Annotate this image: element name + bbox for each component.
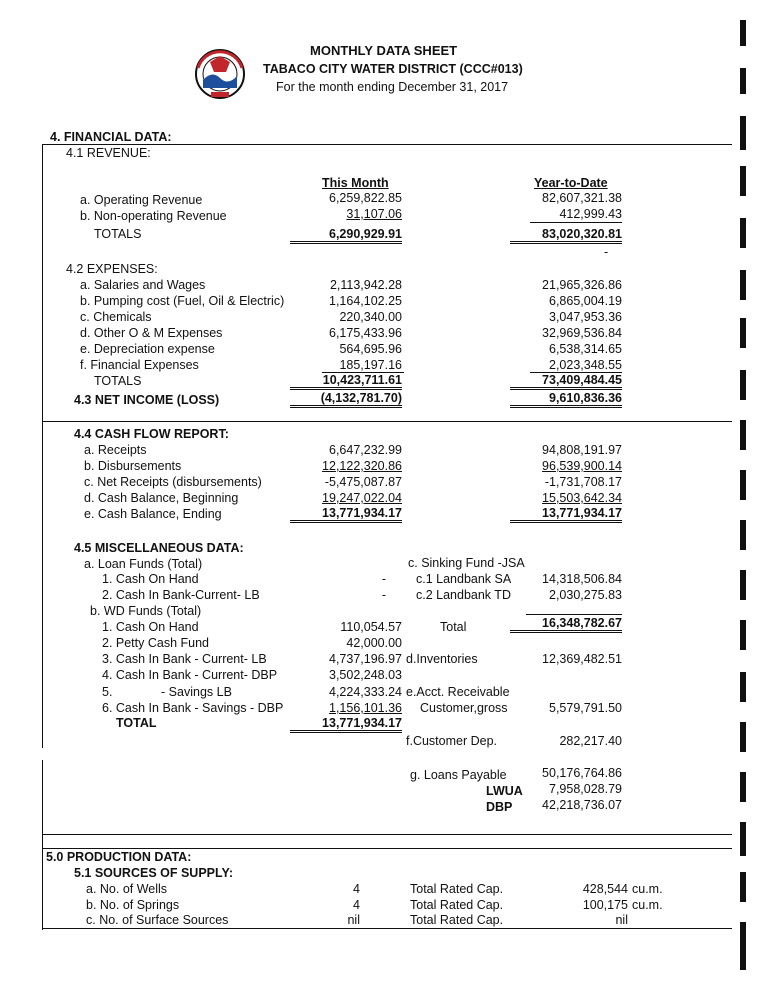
cashflow-title: 4.4 CASH FLOW REPORT: — [74, 427, 229, 441]
binder-tick — [740, 318, 746, 348]
binder-tick — [740, 672, 746, 702]
loans-payable-value: 50,176,764.86 — [542, 766, 622, 780]
misc-total-value: 13,771,934.17 — [290, 716, 402, 733]
revenue-row-label: b. Non-operating Revenue — [80, 209, 227, 223]
expense-ytd-value: 6,865,004.19 — [549, 294, 622, 308]
sinking-total-label: Total — [440, 620, 467, 634]
sinking-c2-value: 2,030,275.83 — [549, 588, 622, 602]
misc-row-label: a. Loan Funds (Total) — [84, 557, 203, 571]
binder-tick — [740, 370, 746, 400]
expense-row-label: f. Financial Expenses — [80, 358, 199, 372]
expense-row-label: a. Salaries and Wages — [80, 278, 206, 292]
misc-row-label: 5. - Savings LB — [102, 685, 232, 699]
cashflow-month-total: 13,771,934.17 — [290, 506, 402, 523]
col-this-month: This Month — [322, 176, 389, 190]
misc-row-label: 3. Cash In Bank - Current- LB — [102, 652, 267, 666]
net-income-ytd: 9,610,836.36 — [510, 391, 622, 408]
district-seal-logo — [184, 48, 256, 100]
supply-row-count: 4 — [353, 898, 360, 912]
cashflow-row-label: d. Cash Balance, Beginning — [84, 491, 239, 505]
section-rule — [42, 144, 732, 145]
financial-section-title: 4. FINANCIAL DATA: — [50, 130, 172, 144]
binder-tick — [740, 872, 746, 902]
section-border — [42, 760, 43, 930]
revenue-ytd-value: 82,607,321.38 — [542, 191, 622, 205]
dbp-value: 42,218,736.07 — [542, 798, 622, 812]
dash-mark: - — [604, 245, 609, 259]
subtotal-rule — [530, 222, 622, 223]
misc-row-value: 4,737,196.97 — [329, 652, 402, 666]
misc-row-label: b. WD Funds (Total) — [90, 604, 202, 618]
expense-ytd-value: 21,965,326.86 — [542, 278, 622, 292]
section-border — [42, 144, 43, 748]
misc-row-value: - — [381, 572, 386, 586]
misc-row-value: 3,502,248.03 — [329, 668, 402, 682]
revenue-title: 4.1 REVENUE: — [66, 146, 151, 160]
misc-row-label: 1. Cash On Hand — [102, 620, 199, 634]
supply-row-label: a. No. of Wells — [86, 882, 168, 896]
expense-ytd-value: 3,047,953.36 — [549, 310, 622, 324]
cashflow-month-value: -5,475,087.87 — [324, 475, 402, 489]
supply-row-count: nil — [347, 913, 360, 927]
misc-row-value: 42,000.00 — [346, 636, 402, 650]
sinking-c2-label: c.2 Landbank TD — [416, 588, 511, 602]
binder-tick — [740, 166, 746, 196]
receivable-value: 5,579,791.50 — [549, 701, 622, 715]
receivable-label: e.Acct. Receivable — [406, 685, 510, 699]
misc-total-label: TOTAL — [116, 716, 157, 730]
expense-month-value: 1,164,102.25 — [329, 294, 402, 308]
supply-row-unit: cu.m. — [632, 882, 663, 896]
expenses-title: 4.2 EXPENSES: — [66, 262, 158, 276]
net-income-month: (4,132,781.70) — [290, 391, 402, 408]
sheet-title: MONTHLY DATA SHEET — [310, 43, 458, 58]
supply-title: 5.1 SOURCES OF SUPPLY: — [74, 866, 234, 880]
district-name: TABACO CITY WATER DISTRICT (CCC#013) — [263, 62, 523, 76]
cashflow-month-value: 6,647,232.99 — [329, 443, 402, 457]
supply-row-count: 4 — [353, 882, 360, 896]
sinking-total-value: 16,348,782.67 — [510, 616, 622, 633]
misc-row-label: 6. Cash In Bank - Savings - DBP — [102, 701, 284, 715]
expense-month-value: 185,197.16 — [339, 358, 402, 372]
binder-tick — [740, 570, 746, 600]
sinking-fund-title: c. Sinking Fund -JSA — [408, 556, 525, 570]
binder-tick — [740, 922, 746, 970]
cashflow-row-label: e. Cash Balance, Ending — [84, 507, 222, 521]
inventories-label: d.Inventories — [406, 652, 478, 666]
lwua-label: LWUA — [486, 784, 523, 798]
expense-row-label: b. Pumping cost (Fuel, Oil & Electric) — [80, 294, 285, 308]
cashflow-row-label: a. Receipts — [84, 443, 147, 457]
customer-deposit-label: f.Customer Dep. — [406, 734, 498, 748]
revenue-ytd-total: 83,020,320.81 — [510, 227, 622, 244]
supply-row-label: c. No. of Surface Sources — [86, 913, 229, 927]
supply-row-cap: 100,175 — [582, 898, 628, 912]
binder-tick — [740, 520, 746, 550]
supply-row-label: b. No. of Springs — [86, 898, 180, 912]
revenue-totals-label: TOTALS — [94, 227, 142, 241]
receivable-sub-label: Customer,gross — [420, 701, 508, 715]
binder-tick — [740, 772, 746, 802]
binder-tick — [740, 620, 746, 650]
cashflow-ytd-total: 13,771,934.17 — [510, 506, 622, 523]
net-income-label: 4.3 NET INCOME (LOSS) — [74, 393, 220, 407]
report-period: For the month ending December 31, 2017 — [276, 80, 509, 94]
cashflow-ytd-value: -1,731,708.17 — [544, 475, 622, 489]
misc-row-value: 110,054.57 — [340, 620, 402, 634]
misc-row-value: 4,224,333.24 — [329, 685, 402, 699]
expense-month-value: 2,113,942.28 — [329, 278, 402, 292]
expense-row-label: d. Other O & M Expenses — [80, 326, 223, 340]
production-section-title: 5.0 PRODUCTION DATA: — [46, 850, 192, 864]
section-rule — [42, 834, 732, 835]
binder-tick — [740, 822, 746, 856]
misc-row-label: 4. Cash In Bank - Current- DBP — [102, 668, 278, 682]
subtotal-rule — [526, 614, 622, 615]
supply-row-cap-label: Total Rated Cap. — [410, 913, 504, 927]
cashflow-month-value: 12,122,320.86 — [322, 459, 402, 473]
section-rule — [42, 848, 732, 849]
binder-tick — [740, 20, 746, 46]
expense-ytd-value: 6,538,314.65 — [549, 342, 622, 356]
expense-row-label: c. Chemicals — [80, 310, 152, 324]
sinking-c1-label: c.1 Landbank SA — [416, 572, 512, 586]
cashflow-row-label: b. Disbursements — [84, 459, 182, 473]
binder-tick — [740, 470, 746, 500]
binder-tick — [740, 722, 746, 752]
supply-row-cap: 428,544 — [582, 882, 628, 896]
supply-row-unit: cu.m. — [632, 898, 663, 912]
expense-month-total: 10,423,711.61 — [290, 373, 402, 390]
misc-row-value: - — [381, 588, 386, 602]
revenue-month-value: 6,259,822.85 — [329, 191, 402, 205]
revenue-ytd-value: 412,999.43 — [559, 207, 622, 221]
lwua-value: 7,958,028.79 — [549, 782, 622, 796]
cashflow-ytd-value: 94,808,191.97 — [542, 443, 622, 457]
binder-tick — [740, 270, 746, 300]
revenue-month-total: 6,290,929.91 — [290, 227, 402, 244]
supply-row-cap-label: Total Rated Cap. — [410, 882, 504, 896]
misc-row-label: 2. Cash In Bank-Current- LB — [102, 588, 260, 602]
col-year-to-date: Year-to-Date — [534, 176, 608, 190]
expense-totals-label: TOTALS — [94, 374, 142, 388]
expense-row-label: e. Depreciation expense — [80, 342, 215, 356]
cashflow-month-value: 19,247,022.04 — [322, 491, 402, 505]
supply-row-cap: nil — [615, 913, 628, 927]
misc-row-label: 1. Cash On Hand — [102, 572, 199, 586]
loans-payable-label: g. Loans Payable — [410, 768, 507, 782]
section-rule — [42, 928, 732, 929]
binder-tick — [740, 116, 746, 150]
revenue-month-value: 31,107.06 — [346, 207, 402, 221]
expense-ytd-value: 32,969,536.84 — [542, 326, 622, 340]
binder-tick — [740, 420, 746, 450]
expense-month-value: 564,695.96 — [339, 342, 402, 356]
misc-title: 4.5 MISCELLANEOUS DATA: — [74, 541, 244, 555]
section-rule — [42, 421, 732, 422]
expense-month-value: 220,340.00 — [339, 310, 402, 324]
expense-ytd-value: 2,023,348.55 — [549, 358, 622, 372]
cashflow-ytd-value: 96,539,900.14 — [542, 459, 622, 473]
misc-row-label: 2. Petty Cash Fund — [102, 636, 210, 650]
inventories-value: 12,369,482.51 — [542, 652, 622, 666]
dbp-label: DBP — [486, 800, 513, 814]
sinking-c1-value: 14,318,506.84 — [542, 572, 622, 586]
misc-row-value: 1,156,101.36 — [329, 701, 402, 715]
binder-tick — [740, 68, 746, 94]
customer-deposit-value: 282,217.40 — [559, 734, 622, 748]
supply-row-cap-label: Total Rated Cap. — [410, 898, 504, 912]
cashflow-row-label: c. Net Receipts (disbursements) — [84, 475, 262, 489]
cashflow-ytd-value: 15,503,642.34 — [542, 491, 622, 505]
binder-tick — [740, 218, 746, 248]
revenue-row-label: a. Operating Revenue — [80, 193, 203, 207]
expense-month-value: 6,175,433.96 — [329, 326, 402, 340]
expense-ytd-total: 73,409,484.45 — [510, 373, 622, 390]
